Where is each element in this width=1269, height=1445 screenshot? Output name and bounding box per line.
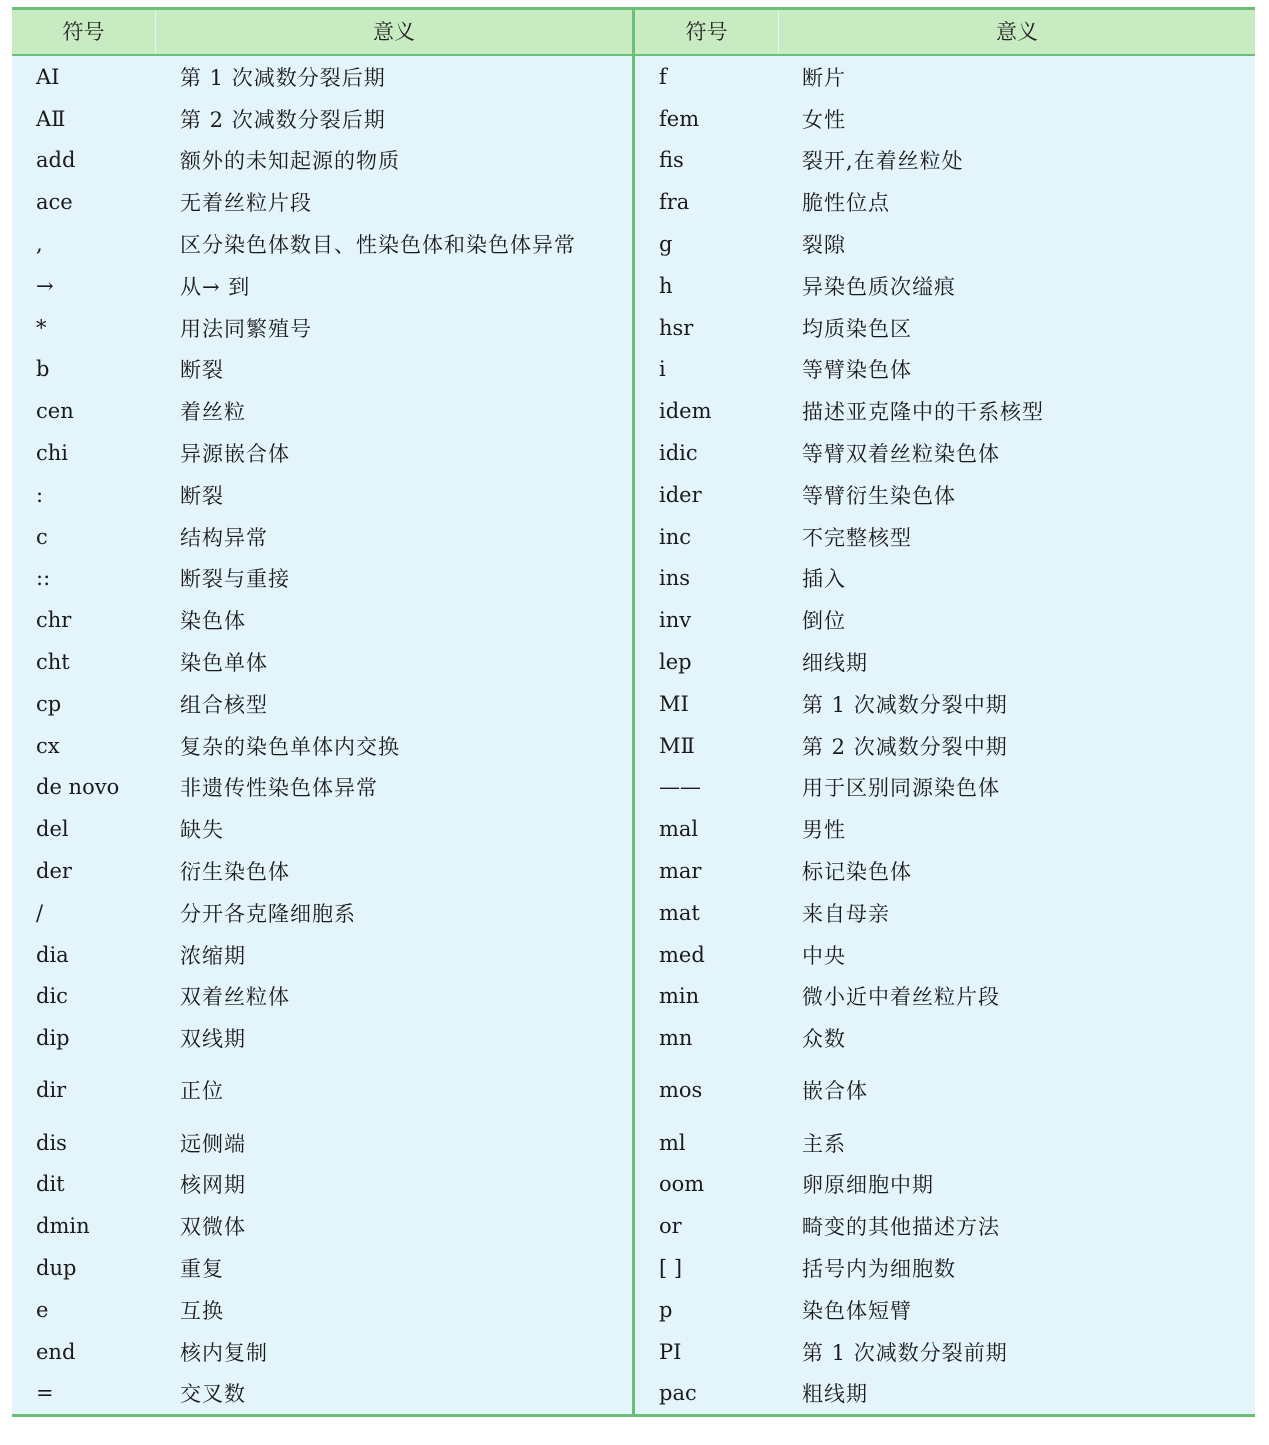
symbol-cell: cht [36, 650, 70, 675]
symbol-cell: ml [659, 1130, 686, 1155]
symbol-cell: oom [659, 1172, 705, 1197]
table-row [12, 98, 632, 140]
meaning-cell: 女性 [802, 107, 846, 132]
symbol-cell: dir [36, 1078, 67, 1103]
table-header-right [635, 10, 1255, 56]
table-row [12, 767, 632, 809]
symbol-cell: hsr [659, 315, 694, 340]
table-row [635, 390, 1255, 432]
meaning-cell: 分开各克隆细胞系 [180, 901, 356, 926]
meaning-cell: 染色体 [180, 609, 246, 634]
meaning-cell: 主系 [802, 1131, 846, 1156]
table-row [12, 1247, 632, 1289]
table-row [635, 56, 1255, 98]
symbol-cell: p [659, 1297, 673, 1322]
symbol-cell: mar [659, 859, 702, 884]
table-row [12, 349, 632, 391]
symbol-cell: dip [36, 1026, 70, 1051]
symbol-cell: chi [36, 441, 69, 466]
table-row [12, 725, 632, 767]
table-row [12, 474, 632, 516]
meaning-cell: 均质染色区 [802, 316, 912, 341]
symbol-cell: pac [659, 1381, 697, 1406]
meaning-cell: 细线期 [802, 651, 868, 676]
table-row [635, 140, 1255, 182]
table-row [12, 558, 632, 600]
meaning-cell: 互换 [180, 1298, 224, 1323]
table-row [635, 599, 1255, 641]
meaning-cell: 区分染色体数目、性染色体和染色体异常 [180, 233, 576, 258]
meaning-cell: 双着丝粒体 [180, 985, 290, 1010]
meaning-cell: 断裂 [180, 358, 224, 383]
symbol-cell: [ ] [659, 1256, 683, 1280]
meaning-cell: 无着丝粒片段 [180, 191, 312, 216]
meaning-cell: 复杂的染色单体内交换 [180, 734, 400, 759]
symbol-cell: f [659, 64, 667, 89]
symbol-cell: / [36, 900, 44, 925]
symbol-cell: cp [36, 691, 62, 716]
table-row [12, 265, 632, 307]
table-row [12, 1164, 632, 1206]
meaning-cell: 中央 [802, 943, 846, 968]
table-row [12, 181, 632, 223]
meaning-cell: 浓缩期 [180, 943, 246, 968]
table-header-left [12, 10, 632, 56]
symbol-cell: lep [659, 650, 692, 675]
meaning-cell: 微小近中着丝粒片段 [802, 985, 1000, 1010]
header-symbol: 符号 [62, 20, 105, 44]
symbol-cell: dmin [36, 1214, 90, 1239]
meaning-cell: 交叉数 [180, 1382, 246, 1407]
meaning-cell: 第 2 次减数分裂后期 [180, 107, 386, 132]
table-row [635, 1059, 1255, 1122]
header-meaning: 意义 [155, 10, 632, 54]
symbol-cell: or [659, 1214, 682, 1239]
symbol-cell: → [36, 273, 54, 298]
symbol-cell: end [36, 1339, 76, 1364]
symbol-cell: e [36, 1297, 49, 1322]
table-row [12, 934, 632, 976]
meaning-cell: 等臂双着丝粒染色体 [802, 442, 1000, 467]
symbol-cell: MⅡ [659, 733, 695, 758]
table-row [12, 850, 632, 892]
meaning-cell: 双线期 [180, 1027, 246, 1052]
table-row [635, 934, 1255, 976]
meaning-cell: 断裂 [180, 483, 224, 508]
table-row [12, 976, 632, 1018]
table-row [635, 850, 1255, 892]
meaning-cell: 断裂与重接 [180, 567, 290, 592]
table-row [635, 892, 1255, 934]
table-row [635, 432, 1255, 474]
table-row [635, 558, 1255, 600]
table-row [12, 140, 632, 182]
table-row [635, 641, 1255, 683]
symbol-cell: g [659, 232, 673, 257]
symbol-cell: AⅠ [36, 64, 60, 89]
meaning-cell: 着丝粒 [180, 400, 246, 425]
symbol-cell: min [659, 984, 700, 1009]
table-row [12, 599, 632, 641]
symbol-cell: del [36, 817, 69, 842]
symbol-cell: , [36, 232, 43, 257]
meaning-cell: 异源嵌合体 [180, 442, 290, 467]
table-row [635, 349, 1255, 391]
symbol-cell: * [36, 315, 47, 340]
left-half [12, 10, 632, 1414]
symbol-cell: de novo [36, 775, 120, 800]
symbol-cell: fem [659, 106, 700, 131]
meaning-cell: 断片 [802, 65, 846, 90]
table-row [635, 1017, 1255, 1059]
symbol-cell: chr [36, 608, 72, 633]
meaning-cell: 插入 [802, 567, 846, 592]
symbol-cell: —— [659, 775, 701, 800]
meaning-cell: 粗线期 [802, 1382, 868, 1407]
symbol-cell: = [36, 1381, 54, 1406]
symbol-cell: idem [659, 399, 712, 424]
table-row [635, 474, 1255, 516]
table-row [12, 1122, 632, 1164]
meaning-cell: 重复 [180, 1257, 224, 1281]
table-row [635, 725, 1255, 767]
symbol-cell: mal [659, 817, 699, 842]
symbol-cell: der [36, 859, 72, 884]
meaning-cell: 染色体短臂 [802, 1298, 912, 1323]
meaning-cell: 远侧端 [180, 1131, 246, 1156]
meaning-cell: 第 1 次减数分裂中期 [802, 692, 1008, 717]
symbol-cell: c [36, 524, 48, 549]
table-row [635, 1331, 1255, 1373]
table-row [635, 265, 1255, 307]
table-row [12, 390, 632, 432]
table-row [635, 808, 1255, 850]
symbol-cell: dia [36, 942, 69, 967]
meaning-cell: 众数 [802, 1027, 846, 1052]
meaning-cell: 畸变的其他描述方法 [802, 1215, 1000, 1240]
table-row [12, 1373, 632, 1415]
symbol-cell: PⅠ [659, 1339, 682, 1364]
table-row [635, 1205, 1255, 1247]
symbol-cell: AⅡ [36, 106, 66, 131]
table-row [12, 1205, 632, 1247]
meaning-cell: 裂开,在着丝粒处 [802, 149, 964, 174]
table-row [12, 1331, 632, 1373]
symbol-cell: ider [659, 482, 702, 507]
header-symbol: 符号 [685, 20, 728, 44]
symbol-cell: : [36, 482, 44, 507]
symbol-cell: fis [659, 148, 684, 173]
meaning-cell: 不完整核型 [802, 525, 912, 550]
meaning-cell: 结构异常 [180, 525, 268, 550]
symbol-cell: dit [36, 1172, 65, 1197]
meaning-cell: 第 1 次减数分裂前期 [802, 1340, 1008, 1365]
table-body-left [12, 56, 632, 1414]
symbol-cell: dup [36, 1256, 77, 1280]
header-meaning: 意义 [778, 10, 1255, 54]
meaning-cell: 正位 [180, 1079, 224, 1104]
table-row [635, 1289, 1255, 1331]
table-row [635, 1164, 1255, 1206]
symbol-cell: h [659, 273, 673, 298]
table-body-right [635, 56, 1255, 1414]
meaning-cell: 衍生染色体 [180, 860, 290, 885]
table-row [635, 1373, 1255, 1415]
table-row [12, 808, 632, 850]
meaning-cell: 核网期 [180, 1173, 246, 1198]
symbol-cell: ins [659, 566, 691, 591]
meaning-cell: 核内复制 [180, 1340, 268, 1365]
right-half [635, 10, 1255, 1414]
table-row [12, 432, 632, 474]
table-row [635, 767, 1255, 809]
table-row [12, 683, 632, 725]
symbol-cell: add [36, 148, 76, 173]
meaning-cell: 第 2 次减数分裂中期 [802, 734, 1008, 759]
table-row [635, 976, 1255, 1018]
table-row [12, 516, 632, 558]
symbol-cell: b [36, 357, 50, 382]
meaning-cell: 额外的未知起源的物质 [180, 149, 400, 174]
table-row [635, 98, 1255, 140]
symbol-cell: ace [36, 190, 73, 215]
symbol-cell: cen [36, 399, 74, 424]
table-row [12, 1017, 632, 1059]
symbol-cell: dis [36, 1130, 67, 1155]
table-row [635, 181, 1255, 223]
table-row [12, 56, 632, 98]
meaning-cell: 描述亚克隆中的干系核型 [802, 400, 1044, 425]
table-row [12, 223, 632, 265]
meaning-cell: 括号内为细胞数 [802, 1257, 956, 1281]
symbol-cell: mn [659, 1026, 693, 1051]
meaning-cell: 卵原细胞中期 [802, 1173, 934, 1198]
table-row [12, 1289, 632, 1331]
table-row [635, 223, 1255, 265]
meaning-cell: 男性 [802, 818, 846, 843]
table-row [12, 641, 632, 683]
table-row [12, 307, 632, 349]
meaning-cell: 双微体 [180, 1215, 246, 1240]
symbol-cell: mos [659, 1078, 703, 1103]
symbol-table [12, 7, 1255, 1417]
symbol-cell: mat [659, 900, 700, 925]
table-row [12, 892, 632, 934]
symbol-cell: inv [659, 608, 692, 633]
symbol-cell: :: [36, 566, 51, 591]
symbol-cell: fra [659, 190, 690, 215]
meaning-cell: 脆性位点 [802, 191, 890, 216]
meaning-cell: 来自母亲 [802, 901, 890, 926]
table-row [12, 1059, 632, 1122]
table-row [635, 307, 1255, 349]
meaning-cell: 从→ 到 [180, 274, 251, 299]
meaning-cell: 异染色质次缢痕 [802, 274, 956, 299]
symbol-cell: MⅠ [659, 691, 689, 716]
meaning-cell: 第 1 次减数分裂后期 [180, 65, 386, 90]
table-row [635, 516, 1255, 558]
table-row [635, 1122, 1255, 1164]
symbol-cell: dic [36, 984, 68, 1009]
meaning-cell: 缺失 [180, 818, 224, 843]
symbol-cell: inc [659, 524, 692, 549]
table-row [635, 1247, 1255, 1289]
meaning-cell: 等臂衍生染色体 [802, 483, 956, 508]
meaning-cell: 染色单体 [180, 651, 268, 676]
meaning-cell: 组合核型 [180, 692, 268, 717]
symbol-cell: cx [36, 733, 60, 758]
meaning-cell: 非遗传性染色体异常 [180, 776, 378, 801]
meaning-cell: 用于区别同源染色体 [802, 776, 1000, 801]
meaning-cell: 倒位 [802, 609, 846, 634]
symbol-cell: i [659, 357, 666, 382]
symbol-cell: med [659, 942, 705, 967]
meaning-cell: 等臂染色体 [802, 358, 912, 383]
meaning-cell: 裂隙 [802, 233, 846, 258]
symbol-cell: idic [659, 441, 698, 466]
meaning-cell: 用法同繁殖号 [180, 316, 312, 341]
meaning-cell: 嵌合体 [802, 1079, 868, 1104]
meaning-cell: 标记染色体 [802, 860, 912, 885]
table-row [635, 683, 1255, 725]
